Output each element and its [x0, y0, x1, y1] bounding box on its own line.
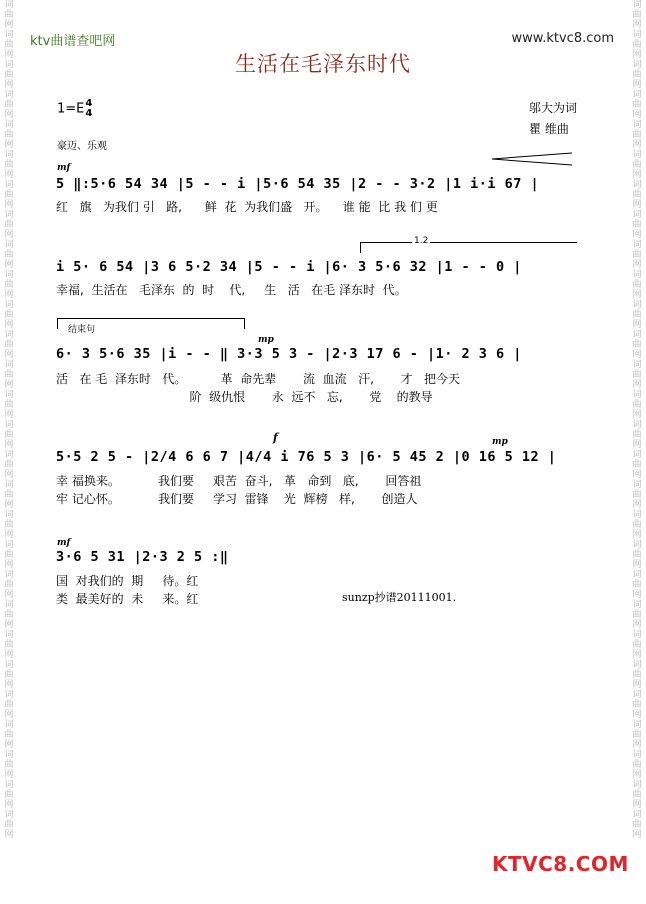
lyricist: 邬大为词 [529, 101, 578, 115]
lyric-row-3a: 活 在 毛 泽东时 代。 革 命先辈 流 血流 汗, 才 把今天 [56, 372, 461, 386]
watermark-left: 词曲网词曲网词曲网词曲网词曲网词曲网词曲网词曲网词曲网词曲网词曲网词曲网词曲网词曲网词曲网词曲网词曲网词曲网词曲网词曲网词曲网词曲网词曲网词曲网词曲网词曲网词曲网词曲网 [4, 0, 14, 840]
composer: 瞿 维曲 [529, 122, 569, 136]
site-url[interactable]: www.ktvc8.com [511, 31, 614, 46]
decrescendo-mark [492, 152, 574, 166]
lyric-row-4b: 牢 记心怀。 我们要 学习 雷锋 光 辉榜 样, 创造人 [56, 492, 418, 506]
time-top: 4 [85, 98, 93, 109]
song-title: 生活在毛泽东时代 [235, 52, 411, 76]
time-signature [85, 99, 92, 119]
music-row-3: 6· 3 5·6 35 |i - - ‖ 3·3 5 3 - |2·3 17 6 - |1· 2 3 6 | [56, 346, 522, 362]
lyric-row-4a: 幸 福换来。 我们要 艰苦 奋斗, 革 命到 底, 回答祖 [56, 474, 422, 488]
lyric-row-1: 红 旗 为我们 引 路, 鲜 花 为我们盛 开。 谁 能 比 我 们 更 [56, 200, 438, 214]
music-row-5: 3·6 5 31 |2·3 2 5 :‖ [56, 549, 229, 565]
ending-label: 1.2 [414, 236, 429, 246]
music-row-1: 5 ‖:5·6 54 34 |5 - - i |5·6 54 35 |2 - - 3·2 |1 i·i 67 | [56, 176, 540, 192]
dynamic-mp: mp [258, 335, 274, 345]
music-row-2: i 5· 6 54 |3 6 5·2 34 |5 - - i |6· 3 5·6 32 |1 - - 0 | [56, 259, 522, 275]
key-label: 1=E [57, 101, 85, 117]
transcriber-credit: sunzp抄谱20111001. [342, 591, 457, 604]
dynamic-f: f [273, 431, 278, 444]
key-signature [57, 99, 92, 119]
watermark-right: 词曲网词曲网词曲网词曲网词曲网词曲网词曲网词曲网词曲网词曲网词曲网词曲网词曲网词曲网词曲网词曲网词曲网词曲网词曲网词曲网词曲网词曲网词曲网词曲网词曲网词曲网词曲网词曲网 [632, 0, 642, 840]
coda-label: 结束句 [66, 322, 97, 335]
lyric-row-5b: 类 最美好的 未 来。红 [56, 592, 199, 606]
time-bottom: 4 [85, 108, 93, 119]
lyric-row-5a: 国 对我们的 期 待。红 [56, 574, 199, 588]
music-row-4: 5·5 2 5 - |2/4 6 6 7 |4/4 i 76 5 3 |6· 5 45 2 |0 16 5 12 | [56, 449, 557, 465]
dynamic-mf: mf [57, 163, 71, 173]
site-name[interactable]: ktv曲谱查吧网 [30, 34, 116, 49]
performance-style: 豪迈、乐观 [57, 141, 107, 152]
dynamic-mp-2: mp [492, 437, 508, 447]
ending-bracket [360, 242, 577, 253]
lyric-row-3b: 阶 级仇恨 永 远不 忘, 党 的教导 [56, 390, 433, 404]
dynamic-mf-2: mf [57, 538, 71, 548]
lyric-row-2: 幸福, 生活在 毛泽东 的 时 代, 生 活 在毛 泽东时 代。 [56, 283, 407, 297]
site-logo[interactable]: KTVC8.COM [492, 852, 629, 876]
